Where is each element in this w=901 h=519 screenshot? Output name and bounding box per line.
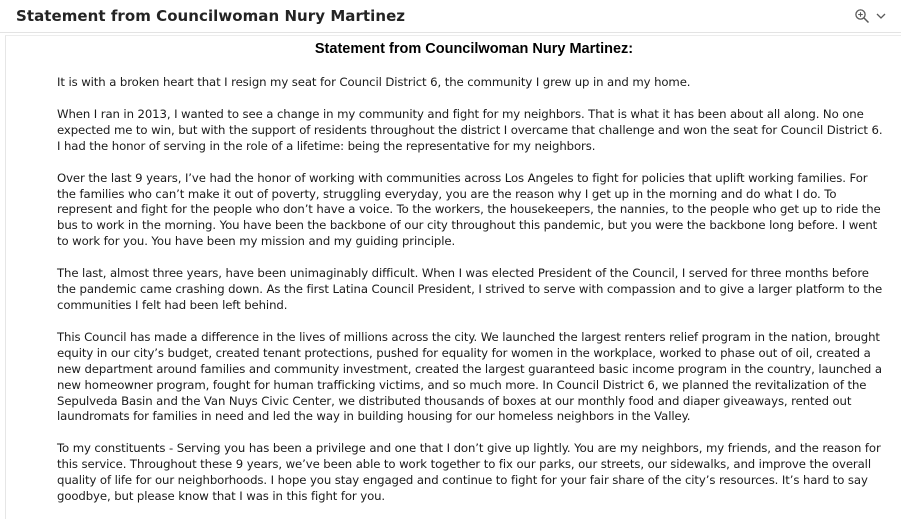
paragraph: This Council has made a difference in the lives of millions across the city. We launched the largest renters relief program in the nation, brought equity in our city’s budget, created tenant protections, pushed for equality for women in the workplace, worked to phase out of oil, created a new department around families and community investment, created the largest guaranteed basic income program in the country, launched a new homeowner program, fought for human trafficking victims, and so much more. In Council District 6, we planned the revitalization of the Sepulveda Basin and the Van Nuys Civic Center, we distributed thousands of boxes at our monthly food and diaper giveaways, rented out laundromats for families in need and led the way in building housing for our homeless neighbors in the Valley.	[57, 329, 882, 424]
paragraph: It is with a broken heart that I resign my seat for Council District 6, the community I grew up in and my home.	[57, 75, 691, 89]
window-title: Statement from Councilwoman Nury Martinez	[16, 7, 406, 25]
title-bar	[0, 0, 901, 33]
chevron-down-icon[interactable]	[875, 10, 887, 22]
document-body	[57, 75, 887, 519]
paragraph: When I ran in 2013, I wanted to see a change in my community and fight for my neighbors. That is what it has been about all along. No one expected me to win, but with the support of residents throughout the district I overcame that challenge and won the seat for Council District 6. I had the honor of serving in the role of a lifetime: being the representative for my neighbors.	[57, 106, 883, 153]
paragraph: Over the last 9 years, I’ve had the honor of working with communities across Los Angeles to fight for policies that uplift working families. For the families who can’t make it out of poverty, struggling everyday, you are the reason why I get up in the morning and do what I do. To represent and fight for the people who don’t have a voice. To the workers, the housekeepers, the nannies, to the people who get up to ride the bus to work in the morning. You have been the backbone of our city throughout this pandemic, but you were the backbone long before. I went to work for you. You have been my mission and my guiding principle.	[57, 170, 881, 249]
zoom-icon[interactable]	[854, 8, 870, 24]
document-content	[5, 35, 901, 519]
toolbar-icons	[854, 7, 887, 25]
paragraph: To my constituents - Serving you has been a privilege and one that I don’t give up lightly. You are my neighbors, my friends, and the reason for this service. Throughout these 9 years, we’ve been able to work together to fix our parks, our streets, our sidewalks, and improve the overall quality of life for our neighborhoods. I hope you stay engaged and continue to fight for your fair share of the city’s resources. It’s hard to say goodbye, but please know that I was in this fight for you.	[57, 441, 881, 504]
paragraph: The last, almost three years, have been unimaginably difficult. When I was elected President of the Council, I served for three months before the pandemic came crashing down. As the first Latina Council President, I strived to serve with compassion and to give a larger platform to the communities I felt had been left behind.	[57, 266, 883, 312]
document-heading: Statement from Councilwoman Nury Martinez:	[314, 41, 634, 57]
